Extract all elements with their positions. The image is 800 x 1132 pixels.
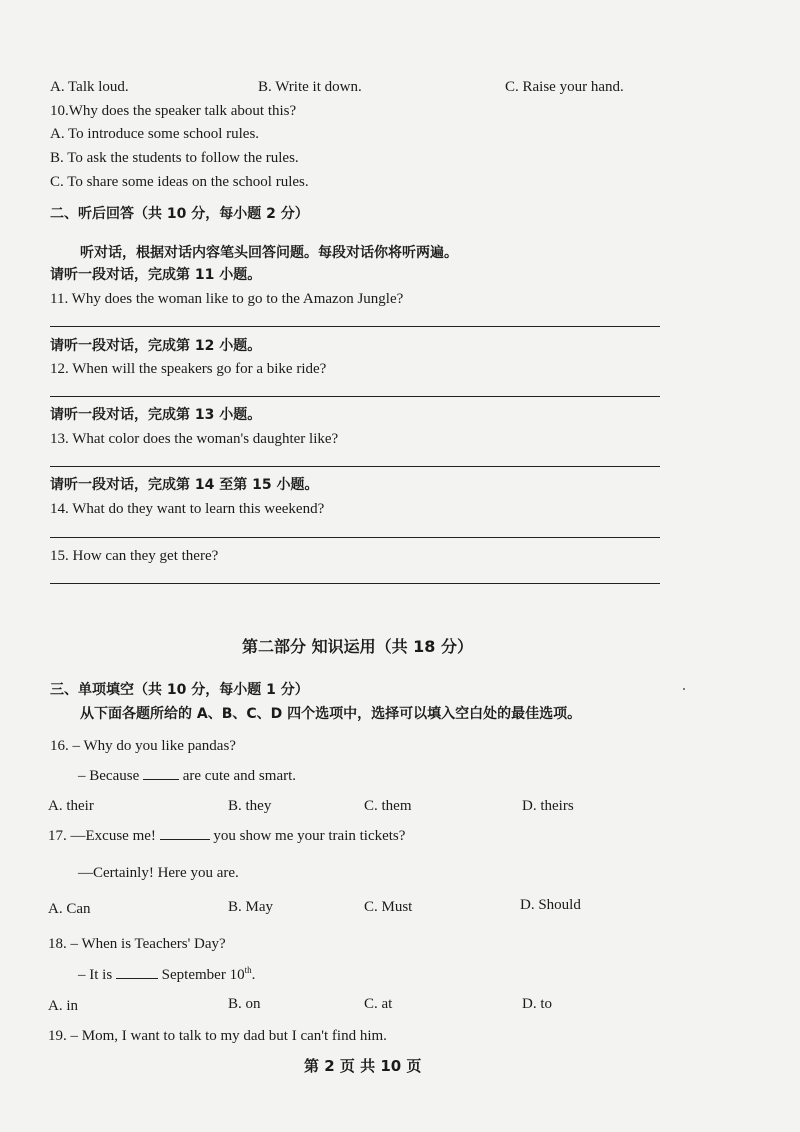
page-footer: 第 2 页 共 10 页	[304, 1057, 422, 1075]
part2-title: 第二部分 知识运用（共 18 分）	[242, 637, 473, 656]
prompt-13: 请听一段对话，完成第 13 小题。	[50, 407, 262, 423]
q18-option-b: B. on	[228, 996, 261, 1012]
prompt-14-15: 请听一段对话，完成第 14 至第 15 小题。	[50, 477, 319, 493]
q17-option-b: B. May	[228, 899, 273, 915]
q18-line2-end: .	[251, 967, 256, 983]
q9-option-b: B. Write it down.	[258, 79, 362, 95]
section2-instruction: 听对话，根据对话内容笔头回答问题。每段对话你将听两遍。	[80, 245, 458, 261]
q16-blank[interactable]	[143, 767, 179, 780]
q16-option-d: D. theirs	[522, 798, 574, 814]
q11: 11. Why does the woman like to go to the Amazon Jungle?	[50, 291, 404, 307]
q18-blank[interactable]	[116, 966, 158, 979]
q10-stem: 10.Why does the speaker talk about this?	[50, 103, 297, 119]
q18-line2	[78, 966, 255, 984]
q18-option-d: D. to	[522, 996, 552, 1012]
q18-line2-pre: – It is	[78, 967, 113, 983]
section3-title: 三、单项填空（共 10 分，每小题 1 分）	[50, 682, 309, 698]
q17-post: you show me your train tickets?	[213, 828, 406, 844]
q18-option-a: A. in	[48, 998, 78, 1014]
q17-option-d: D. Should	[520, 897, 581, 913]
answer-line-11[interactable]	[50, 326, 660, 327]
q17-option-a: A. Can	[48, 901, 91, 917]
q17-blank[interactable]	[160, 827, 210, 840]
answer-line-12[interactable]	[50, 396, 660, 397]
q18-stem: 18. – When is Teachers' Day?	[48, 936, 226, 952]
prompt-12: 请听一段对话，完成第 12 小题。	[50, 338, 262, 354]
q18-line2-post: September 10	[161, 967, 245, 983]
q17-reply: —Certainly! Here you are.	[78, 865, 239, 881]
q16-line2	[78, 767, 296, 785]
scan-speck	[683, 688, 685, 690]
q12: 12. When will the speakers go for a bike ride?	[50, 361, 327, 377]
q16-stem: 16. – Why do you like pandas?	[50, 738, 236, 754]
q19-stem: 19. – Mom, I want to talk to my dad but I can't find him.	[48, 1028, 387, 1044]
q16-option-a: A. their	[48, 798, 94, 814]
q9-option-c: C. Raise your hand.	[505, 79, 624, 95]
q14: 14. What do they want to learn this weekend?	[50, 501, 325, 517]
q10-option-a: A. To introduce some school rules.	[50, 126, 260, 142]
answer-line-15[interactable]	[50, 583, 660, 584]
q16-option-b: B. they	[228, 798, 272, 814]
q9-option-a: A. Talk loud.	[50, 79, 129, 95]
answer-line-13[interactable]	[50, 466, 660, 467]
q16-line2-post: are cute and smart.	[182, 768, 297, 784]
q18-option-c: C. at	[364, 996, 393, 1012]
answer-line-14[interactable]	[50, 537, 660, 538]
q17-option-c: C. Must	[364, 899, 413, 915]
q17-stem	[48, 827, 405, 845]
q17-pre: 17. —Excuse me!	[48, 828, 156, 844]
q15: 15. How can they get there?	[50, 548, 219, 564]
q16-line2-pre: – Because	[78, 768, 140, 784]
q16-option-c: C. them	[364, 798, 412, 814]
section3-instruction: 从下面各题所给的 A、B、C、D 四个选项中，选择可以填入空白处的最佳选项。	[80, 706, 582, 722]
q10-option-b: B. To ask the students to follow the rules.	[50, 150, 299, 166]
q13: 13. What color does the woman's daughter like?	[50, 431, 339, 447]
section2-title: 二、听后回答（共 10 分，每小题 2 分）	[50, 206, 309, 222]
q10-option-c: C. To share some ideas on the school rules.	[50, 174, 309, 190]
q18-ordinal-suffix: th	[244, 965, 252, 975]
prompt-11: 请听一段对话，完成第 11 小题。	[50, 267, 262, 283]
